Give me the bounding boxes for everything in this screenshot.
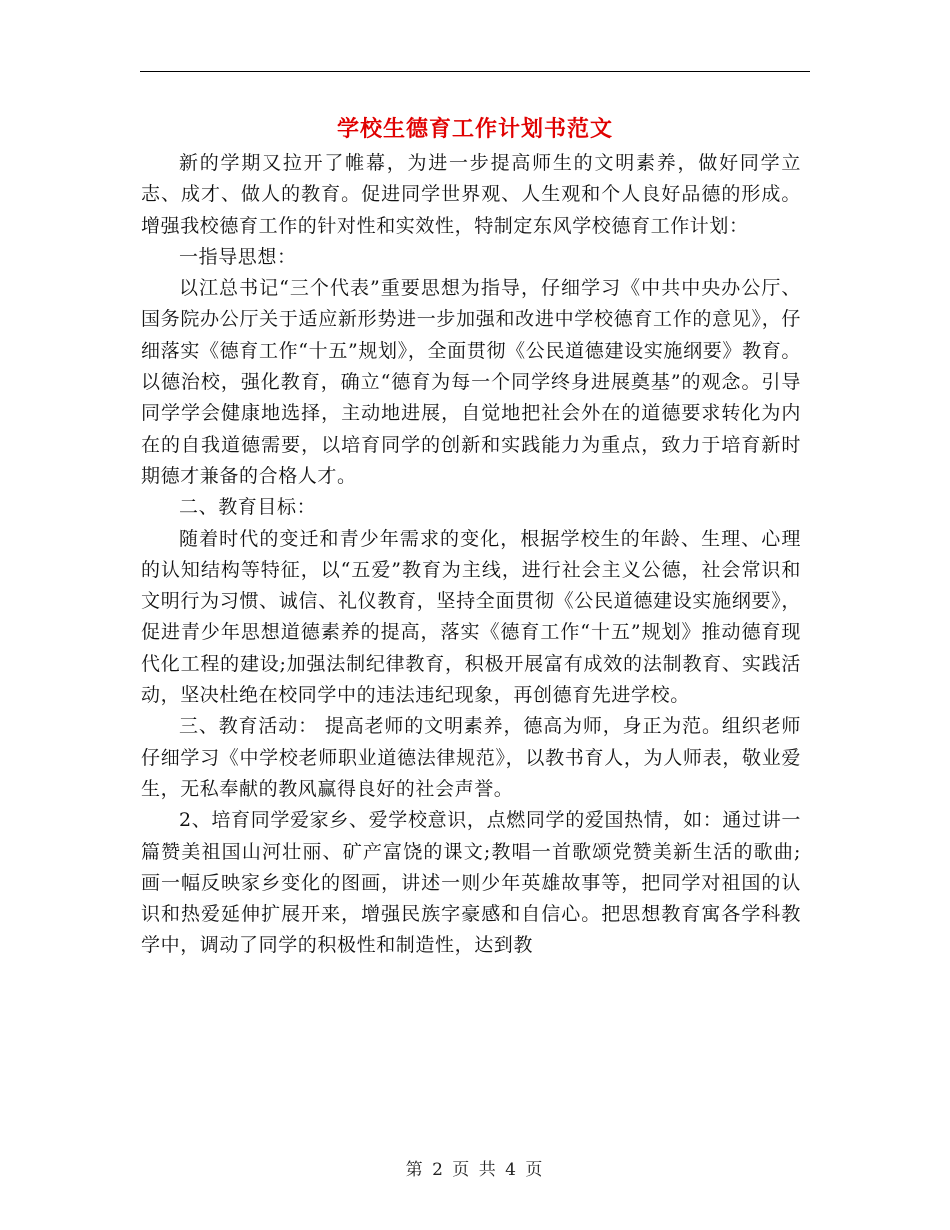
document-title: 学校生德育工作计划书范文 — [336, 116, 613, 142]
page-number-footer: 第 2 页 共 4 页 — [405, 1160, 545, 1180]
paragraph: 新的学期又拉开了帷幕，为进一步提高师生的文明素养，做好同学立志、成才、做人的教育。促进同学世界观、人生观和个人良好品德的形成。增强我校德育工作的针对性和实效性，特制定东风学校德育工作计划： — [141, 152, 801, 237]
paragraph: 三、教育活动： 提高老师的文明素养，德高为师，身正为范。组织老师仔细学习《中学校老师职业道德法律规范》，以教书育人，为人师表，敬业爱生，无私奉献的教风赢得良好的社会声誉。 — [141, 715, 801, 800]
paragraph: 2、培育同学爱家乡、爱学校意识，点燃同学的爱国热情，如：通过讲一篇赞美祖国山河壮丽、矿产富饶的课文;教唱一首歌颂党赞美新生活的歌曲;画一幅反映家乡变化的图画，讲述一则少年英雄故事等，把同学对祖国的认识和热爱延伸扩展开来，增强民族字豪感和自信心。把思想教育寓各学科教学中，调动了同学的积极性和制造性，达到教 — [141, 809, 801, 957]
paragraph: 一指导思想： — [179, 245, 297, 268]
header-rule — [140, 71, 810, 72]
paragraph: 随着时代的变迁和青少年需求的变化，根据学校生的年龄、生理、心理的认知结构等特征，以“五爱”教育为主线，进行社会主义公德，社会常识和文明行为习惯、诚信、礼仪教育，坚持全面贯彻《公民道德建设实施纲要》，促进青少年思想道德素养的提高，落实《德育工作“十五”规划》推动德育现代化工程的建设;加强法制纪律教育，积极开展富有成效的法制教育、实践活动，坚决杜绝在校同学中的违法违纪现象，再创德育先进学校。 — [141, 527, 801, 707]
document-body — [141, 148, 801, 962]
paragraph: 以江总书记“三个代表”重要思想为指导，仔细学习《中共中央办公厅、国务院办公厅关于适应新形势进一步加强和改进中学校德育工作的意见》，仔细落实《德育工作“十五”规划》，全面贯彻《公民道德建设实施纲要》教育。以德治校，强化教育，确立“德育为每一个同学终身进展奠基”的观念。引导同学学会健康地选择，主动地进展，自觉地把社会外在的道德要求转化为内在的自我道德需要，以培育同学的创新和实践能力为重点，致力于培育新时期德才兼备的合格人才。 — [141, 277, 801, 487]
paragraph: 二、教育目标： — [179, 496, 317, 519]
